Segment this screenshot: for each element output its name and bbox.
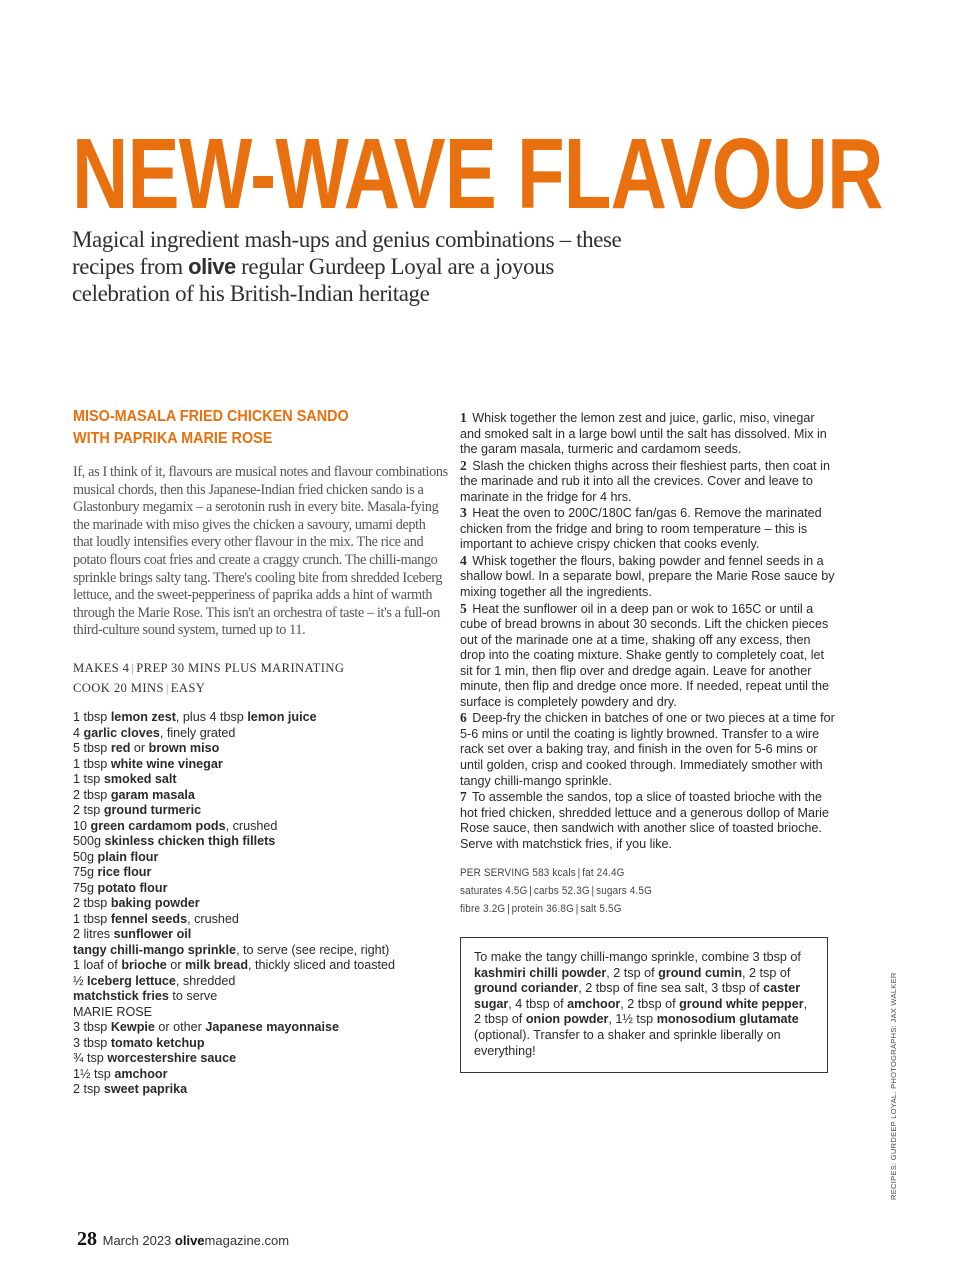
method-step [460, 458, 835, 506]
step-text: To assemble the sandos, top a slice of toasted brioche with the hot fried chicken, shredded lettuce and a generous dollop of Marie Rose sauce, then sandwich with another slice of toasted brioche. Serve with matchstick fries, if you like. [460, 790, 829, 851]
ingredient-name: baking powder [110, 896, 200, 910]
page-number: 28 [77, 1228, 97, 1250]
ingredient-name: brown miso [148, 741, 220, 755]
nutrition-value: fibre 3.2G [460, 903, 506, 915]
ingredient-item [73, 912, 453, 928]
ingredient-name: brioche [121, 958, 167, 972]
page-footer [77, 1228, 289, 1251]
nutrition-value: carbs 52.3G [533, 885, 590, 897]
ingredient-text: 4 [73, 725, 84, 740]
ingredients-list [73, 710, 453, 1098]
recipe-title [73, 406, 408, 450]
difficulty: EASY [170, 680, 206, 695]
sprinkle-text: To make the tangy chilli-mango sprinkle, combine 3 tbsp of [474, 950, 801, 964]
ingredient-text: 1 loaf of [73, 958, 122, 972]
ingredient-subheading [73, 1005, 453, 1021]
ingredient-name: ground white pepper [679, 996, 804, 1011]
ingredient-item [73, 1051, 453, 1067]
ingredient-text: 1 tbsp [73, 911, 111, 926]
method-step [460, 601, 835, 711]
ingredient-item [73, 1067, 453, 1083]
nutrition-value: fat 24.4G [582, 867, 625, 879]
ingredient-item [73, 927, 453, 943]
step-text: Slash the chicken thighs across their fleshiest parts, then coat in the marinade and rub it into all the crevices. Cover and leave to marinate in the fridge for 4 hrs. [460, 458, 830, 504]
sprinkle-recipe-box [460, 937, 828, 1073]
ingredient-name: smoked salt [103, 772, 177, 786]
recipe-meta [73, 659, 453, 698]
ingredient-item [73, 819, 453, 835]
ingredient-name: potato flour [97, 880, 168, 895]
method-step [460, 410, 835, 458]
ingredient-name: matchstick fries [73, 989, 169, 1003]
ingredient-name: Japanese mayonnaise [205, 1020, 340, 1034]
ingredient-name: amchoor [114, 1066, 168, 1081]
step-text: Whisk together the lemon zest and juice, garlic, miso, vinegar and smoked salt in a large bowl until the salt has dissolved. Mix in the garam masala, turmeric and cardamom seeds. [460, 411, 827, 457]
ingredient-name: garam masala [110, 787, 195, 802]
step-text: Heat the sunflower oil in a deep pan or wok to 165C or until a cube of bread browns in about 30 seconds. Lift the chicken pieces out of the marinade one at a time, shaking off any excess, then drop into the coating mixture. Shake gently to completely coat, let sit for 1 min, then flip over and dredge again. Leave for another minute, then flip and dredge once more. If needed, repeat until the surface is completely powdery and dry. [460, 601, 829, 709]
ingredient-name: caster sugar [474, 981, 801, 1011]
step-number: 2 [460, 457, 467, 473]
ingredient-text: 3 tbsp [73, 1035, 111, 1050]
standfirst-text-end: regular Gurdeep Loyal are a joyous celebration of his British-Indian heritage [72, 254, 554, 306]
ingredient-text: 1 tbsp [73, 756, 111, 771]
issue-date: March 2023 [102, 1233, 172, 1248]
ingredient-text: or other [154, 1020, 206, 1034]
ingredient-text: or [130, 741, 149, 755]
ingredient-item [73, 896, 453, 912]
ingredient-item [73, 989, 453, 1005]
photo-credit: RECIPES: GURDEEP LOYAL. PHOTOGRAPHS: JAX WALKER [889, 972, 898, 1200]
sprinkle-text: (optional). Transfer to a shaker and sprinkle liberally on everything! [474, 1027, 781, 1058]
ingredient-name: skinless chicken thigh fillets [104, 834, 276, 848]
sprinkle-text: , 2 tsp of [606, 965, 659, 980]
ingredient-text: ¾ tsp [73, 1051, 108, 1065]
ingredient-text: , crushed [225, 818, 278, 833]
ingredient-text: 2 litres [73, 927, 114, 941]
ingredient-name: green cardamom pods [90, 818, 226, 833]
ingredient-item [73, 710, 453, 726]
method-step [460, 553, 835, 601]
ingredient-text: 75g [73, 865, 98, 879]
footer-site: magazine.com [204, 1233, 290, 1248]
nutrition-value: sugars 4.5G [596, 885, 652, 897]
ingredient-text: , shredded [175, 973, 236, 988]
ingredient-text: , finely grated [159, 725, 236, 740]
standfirst-text: Magical ingredient mash-ups and genius combinations – these recipes from [72, 227, 622, 279]
recipe-title-line-1: MISO-MASALA FRIED CHICKEN SANDO [73, 408, 349, 425]
recipe-intro: If, as I think of it, flavours are musical notes and flavour combinations musical chords, then this Japanese-Indian fried chicken sando is a Glastonbury megamix – a serotonin rush in every bite. Masala-fying the marinade with miso gives the chicken a savoury, umami depth that loudly intensifies every other flavour in the mix. The rice and potato flours coat fries and create a craggy crunch. The chilli-mango sprinkle brings salty tang. There's cooling bite from shredded Iceberg lettuce, and the sweet-pepperiness of paprika adds a hint of warmth through the Marie Rose. This isn't an orchestra of taste – it's a full-on third-culture sound system, turned up to 11. [73, 464, 448, 639]
ingredient-name: ground turmeric [103, 803, 202, 817]
ingredient-text: 500g [73, 834, 105, 848]
ingredient-text: 2 tsp [73, 803, 104, 817]
step-text: Heat the oven to 200C/180C fan/gas 6. Remove the marinated chicken from the fridge and bring to room temperature – this is important to achieve crispy chicken that cooks evenly. [460, 506, 822, 552]
ingredient-name: tangy chilli-mango sprinkle [73, 942, 237, 957]
ingredient-text: 1 tbsp [73, 710, 111, 724]
step-text: Deep-fry the chicken in batches of one or two pieces at a time for 5-6 mins or until the coating is lightly browned. Transfer to a wire rack set over a baking tray, and finish in the oven for 5-6 mins or until golden, crisp and cooked through. Immediately smother with tangy chilli-mango sprinkle. [460, 711, 835, 788]
standfirst [72, 226, 632, 307]
ingredient-name: monosodium glutamate [656, 1012, 799, 1027]
ingredient-text: 1 tsp [73, 772, 104, 786]
ingredient-item [73, 757, 453, 773]
ingredient-item [73, 1036, 453, 1052]
ingredient-name: lemon juice [247, 710, 317, 724]
ingredient-name: tomato ketchup [110, 1035, 205, 1050]
step-number: 3 [460, 505, 467, 521]
headline: NEW-WAVE FLAVOUR [72, 118, 883, 230]
nutrition-value: protein 36.8G [511, 903, 574, 915]
step-number: 1 [460, 410, 467, 425]
sprinkle-text: , 2 tbsp of [474, 996, 808, 1027]
ingredient-name: amchoor [567, 996, 621, 1011]
method [460, 410, 835, 852]
ingredient-text: 3 tbsp [73, 1020, 111, 1034]
ingredient-name: kashmiri chilli powder [474, 965, 607, 980]
sprinkle-text: , 2 tbsp of [620, 996, 680, 1011]
ingredient-name: onion powder [525, 1012, 609, 1027]
ingredient-text: , crushed [187, 911, 239, 926]
ingredient-name: white wine vinegar [110, 756, 223, 771]
ingredient-item [73, 741, 453, 757]
sprinkle-text: , 1½ tsp [608, 1012, 657, 1027]
ingredient-name: Iceberg lettuce [87, 973, 176, 988]
ingredient-item [73, 1020, 453, 1036]
ingredient-item [73, 943, 453, 959]
ingredient-name: worcestershire sauce [107, 1051, 237, 1065]
ingredient-text: , plus 4 tbsp [175, 710, 248, 724]
nutrition-value: saturates 4.5G [460, 885, 528, 897]
sprinkle-text: , 2 tsp of [742, 965, 791, 980]
ingredient-text: 50g [73, 849, 98, 864]
ingredient-name: lemon zest [110, 710, 176, 724]
ingredient-item [73, 772, 453, 788]
ingredient-name: Kewpie [110, 1020, 155, 1034]
ingredient-name: garlic cloves [83, 725, 160, 740]
nutrition-value: PER SERVING 583 kcals [460, 867, 576, 879]
ingredient-item [73, 865, 453, 881]
ingredient-text: 2 tsp [73, 1082, 104, 1096]
ingredient-text: ½ [73, 973, 88, 988]
ingredient-item [73, 788, 453, 804]
method-step [460, 789, 835, 852]
method-step [460, 710, 835, 789]
meta-line-1: MAKES 4 | PREP 30 MINS PLUS MARINATING [73, 661, 345, 675]
ingredient-text: 2 tbsp [73, 787, 111, 802]
prep-time: PREP 30 MINS PLUS MARINATING [136, 661, 345, 675]
ingredient-text: MARIE ROSE [73, 1004, 153, 1019]
makes: MAKES 4 [73, 661, 130, 675]
sprinkle-text: , 4 tbsp of [508, 996, 568, 1011]
ingredient-item [73, 803, 453, 819]
ingredient-text: 75g [73, 880, 98, 895]
ingredient-text: 5 tbsp [73, 741, 111, 755]
ingredient-text: , to serve (see recipe, right) [236, 942, 390, 957]
ingredient-text: 2 tbsp [73, 896, 111, 910]
ingredient-name: ground cumin [658, 965, 743, 980]
sprinkle-text: , 2 tbsp of fine sea salt, 3 tbsp of [578, 981, 764, 996]
olive-brand: olive [188, 254, 236, 279]
ingredient-item [73, 834, 453, 850]
nutrition-line-3: fibre 3.2G | protein 36.8G | salt 5.5G [460, 903, 622, 915]
nutrition-info [460, 864, 757, 918]
step-text: Whisk together the flours, baking powder and fennel seeds in a shallow bowl. In a separate bowl, prepare the Marie Rose sauce by mixing together all the ingredients. [460, 553, 835, 600]
ingredient-name: fennel seeds [110, 911, 188, 926]
ingredient-text: to serve [168, 989, 218, 1003]
meta-line-2: COOK 20 MINS | EASY [73, 680, 206, 695]
step-number: 7 [460, 789, 467, 805]
nutrition-value: salt 5.5G [580, 903, 622, 915]
step-number: 4 [460, 552, 467, 568]
ingredient-name: sunflower oil [113, 927, 192, 941]
ingredient-text: 10 [73, 818, 91, 833]
ingredient-name: milk bread [185, 958, 249, 972]
ingredient-name: ground coriander [474, 981, 579, 996]
ingredient-item [73, 974, 453, 990]
ingredient-item [73, 958, 453, 974]
ingredient-text: or [166, 958, 186, 972]
method-step [460, 505, 835, 553]
footer-brand: olive [174, 1233, 205, 1248]
nutrition-line-1: PER SERVING 583 kcals | fat 24.4G [460, 867, 625, 879]
ingredient-item [73, 726, 453, 742]
ingredient-name: red [110, 741, 131, 755]
ingredient-item [73, 881, 453, 897]
step-number: 6 [460, 710, 467, 726]
ingredient-name: plain flour [97, 849, 159, 864]
ingredient-item [73, 850, 453, 866]
cook-time: COOK 20 MINS [73, 680, 164, 695]
recipe-title-line-2: WITH PAPRIKA MARIE ROSE [73, 430, 273, 447]
ingredient-text: 1½ tsp [73, 1066, 115, 1081]
step-number: 5 [460, 600, 467, 616]
ingredient-name: rice flour [97, 865, 152, 879]
nutrition-line-2: saturates 4.5G | carbs 52.3G | sugars 4.5G [460, 885, 652, 897]
ingredient-text: , thickly sliced and toasted [248, 958, 396, 972]
ingredient-item [73, 1082, 453, 1098]
ingredient-name: sweet paprika [103, 1082, 188, 1096]
